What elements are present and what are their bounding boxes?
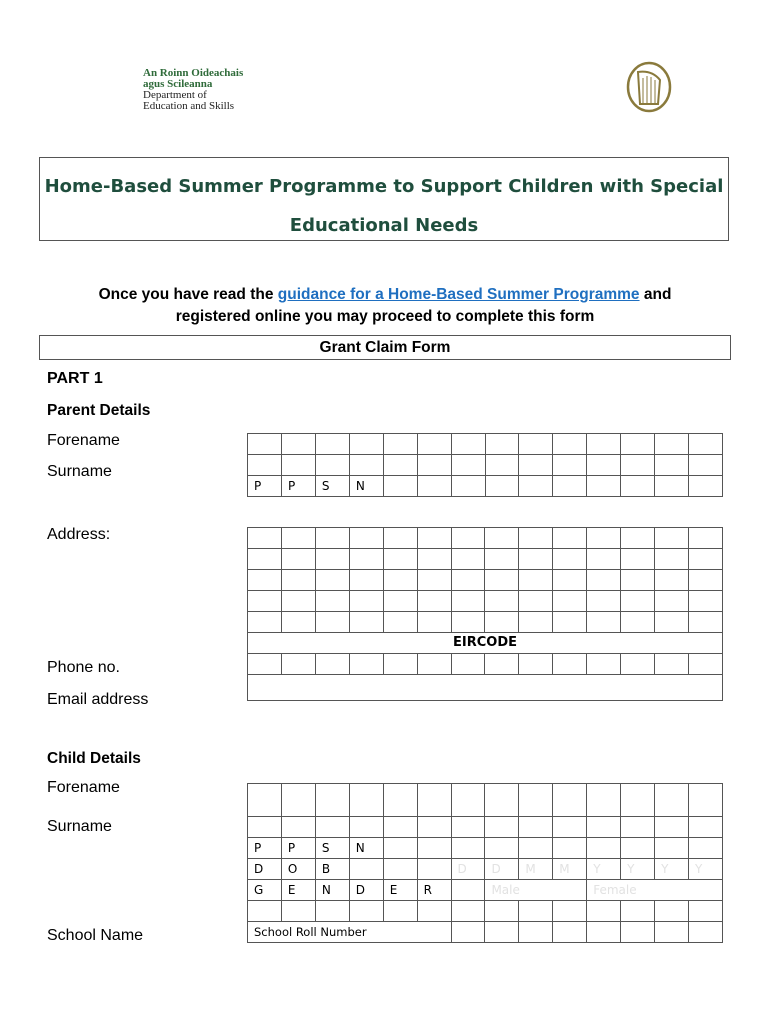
ppsn-letter: P [281,476,315,497]
email-row[interactable] [248,675,723,701]
form-title-box [39,157,729,241]
parent-surname-label: Surname [47,463,112,480]
child-forename-label: Forename [47,779,120,796]
department-logo [143,68,243,112]
school-roll-label: School Roll Number [248,922,452,943]
child-details-heading: Child Details [47,750,141,767]
eircode-label: EIRCODE [248,633,723,654]
logo-line-4: Education and Skills [143,100,235,112]
address-label: Address: [47,526,111,543]
phone-row[interactable] [248,654,723,675]
dob-year-placeholder[interactable]: Y [587,859,621,880]
dob-letter: D [248,859,282,880]
parent-details-heading: Parent Details [47,402,151,419]
ppsn-letter: P [248,838,282,859]
child-gender-row[interactable] [248,880,723,901]
logo-line-1: An Roinn Oideachais [143,67,244,79]
ppsn-letter: P [248,476,282,497]
gender-letter: E [383,880,417,901]
grant-claim-form-title: Grant Claim Form [39,335,731,360]
form-title-line-1: Home-Based Summer Programme to Support Children with Special [44,176,724,197]
intro-before: Once you have read the [98,286,278,303]
dob-year-placeholder[interactable]: Y [688,859,722,880]
ppsn-letter: S [315,838,349,859]
school-name-label: School Name [47,927,144,944]
logo-line-3: Department of [143,89,207,101]
gender-letter: G [248,880,282,901]
email-field[interactable] [248,675,723,701]
phone-label: Phone no. [47,659,120,676]
ppsn-letter: N [349,838,383,859]
intro-after: and [639,286,672,303]
child-forename-row[interactable] [248,784,723,817]
gender-male-option[interactable]: Male [485,880,587,901]
parent-name-grid [247,433,723,497]
parent-forename-label: Forename [47,432,120,449]
gender-letter: D [349,880,383,901]
ppsn-letter: N [349,476,383,497]
child-blank-row[interactable] [248,901,723,922]
gender-letter: R [417,880,451,901]
child-surname-label: Surname [47,818,112,835]
gender-letter: N [315,880,349,901]
ppsn-letter: S [315,476,349,497]
dob-year-placeholder[interactable]: Y [655,859,689,880]
eircode-row [248,633,723,654]
dob-month-placeholder[interactable]: M [519,859,553,880]
dob-month-placeholder[interactable]: M [553,859,587,880]
parent-surname-row[interactable] [248,455,723,476]
dob-year-placeholder[interactable]: Y [621,859,655,880]
harp-icon [624,60,674,114]
parent-ppsn-row[interactable] [248,476,723,497]
part-label: PART 1 [47,370,103,387]
address-row[interactable] [248,570,723,591]
email-label: Email address [47,691,149,708]
guidance-link[interactable]: guidance for a Home-Based Summer Programme [277,286,640,303]
address-row[interactable] [248,528,723,549]
dob-letter: O [281,859,315,880]
ppsn-letter: P [281,838,315,859]
child-surname-row[interactable] [248,817,723,838]
address-row[interactable] [248,591,723,612]
dob-day-placeholder[interactable]: D [451,859,485,880]
gender-female-option[interactable]: Female [587,880,723,901]
address-row[interactable] [248,612,723,633]
logo-line-2: agus Scileanna [143,78,213,90]
address-row[interactable] [248,549,723,570]
intro-text [30,284,740,328]
parent-forename-row[interactable] [248,434,723,455]
child-ppsn-row[interactable] [248,838,723,859]
child-grid [247,783,723,943]
gender-letter: E [281,880,315,901]
address-grid [247,527,723,701]
dob-day-placeholder[interactable]: D [485,859,519,880]
child-dob-row[interactable] [248,859,723,880]
school-roll-row[interactable] [248,922,723,943]
dob-letter: B [315,859,349,880]
form-title-line-2: Educational Needs [289,215,479,236]
intro-line-2: registered online you may proceed to complete this form [175,308,595,325]
